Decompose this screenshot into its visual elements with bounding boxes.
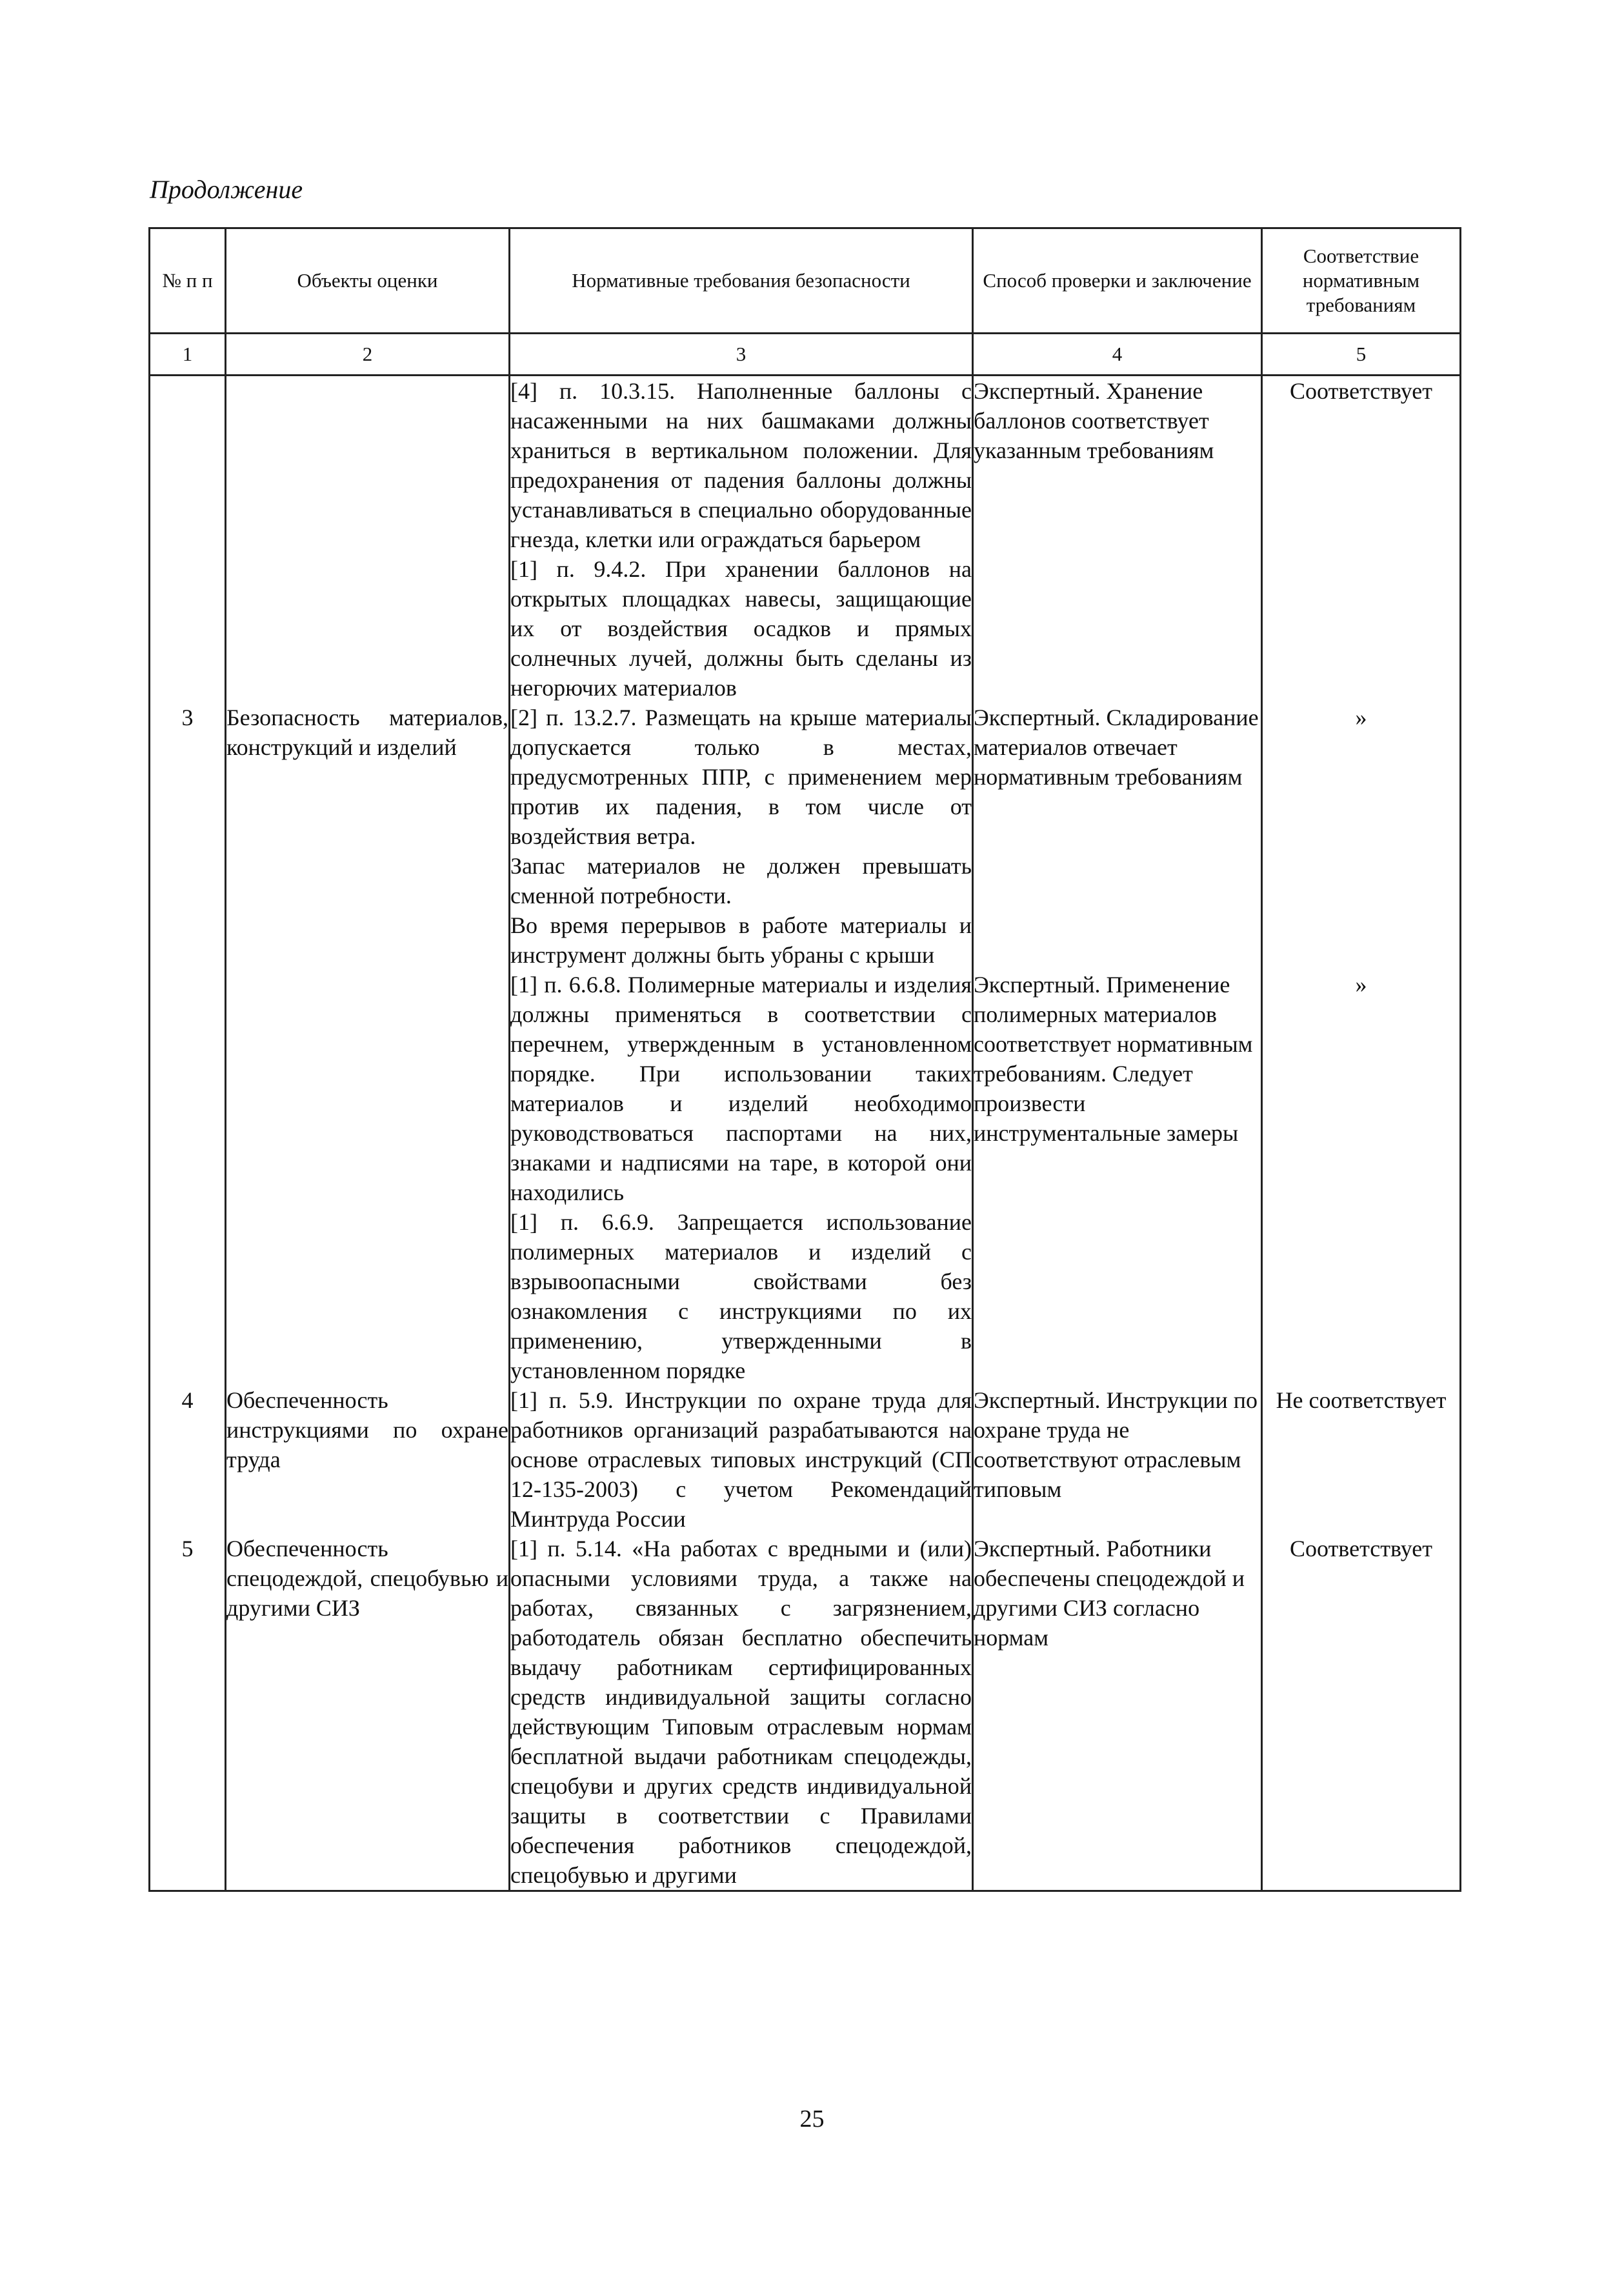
- row-requirement: [1] п. 5.14. «На работах с вредными и (или) опасными условиями труда, а также на работах, связанных с загрязнением, работодатель обязан бесплатно обеспечить выдачу работникам сертифицированных средств индивидуальной защиты согласно действующим Типовым отраслевым нормам бесплатной выдачи работникам спецодежды, спецобуви и других средств индивидуальной защиты в соответствии с Правилами обеспечения работников спецодеждой, спецобувью и другими: [510, 1534, 973, 1891]
- header-requirements: Нормативные требования безопасности: [510, 228, 973, 334]
- table-row: [150, 1385, 1461, 1534]
- row-compliance: »: [1262, 703, 1461, 970]
- row-number: [150, 1207, 226, 1385]
- row-compliance: »: [1262, 970, 1461, 1207]
- row-compliance: [1262, 554, 1461, 703]
- row-requirement: [1] п. 9.4.2. При хранении баллонов на открытых площадках навесы, защищающие их от воздействия осадков и прямых солнечных лучей, должны быть сделаны из негорючих материалов: [510, 554, 973, 703]
- row-object: Безопасность материалов, конструкций и изделий: [226, 703, 510, 970]
- row-requirement: [510, 703, 973, 970]
- row-number: [150, 970, 226, 1207]
- row-compliance: Не соответствует: [1262, 1385, 1461, 1534]
- requirement-paragraph: Запас материалов не должен превышать сменной потребности.: [510, 853, 972, 909]
- row-number: 3: [150, 703, 226, 970]
- row-object: [226, 376, 510, 555]
- row-compliance: Соответствует: [1262, 376, 1461, 555]
- column-number: 1: [150, 334, 226, 376]
- row-method: Экспертный. Применение полимерных материалов соответствует нормативным требованиям. Следует произвести инструментальные замеры: [973, 970, 1262, 1207]
- header-no: № п п: [150, 228, 226, 334]
- row-number: 5: [150, 1534, 226, 1891]
- row-object: Обеспеченность инструкциями по охране труда: [226, 1385, 510, 1534]
- row-method: [973, 1207, 1262, 1385]
- row-compliance: [1262, 1207, 1461, 1385]
- assessment-table: [148, 227, 1461, 1892]
- row-number: 4: [150, 1385, 226, 1534]
- column-number: 3: [510, 334, 973, 376]
- header-row: [150, 228, 1461, 334]
- row-object: [226, 1207, 510, 1385]
- header-objects: Объекты оценки: [226, 228, 510, 334]
- row-compliance: Соответствует: [1262, 1534, 1461, 1891]
- table-row: [150, 376, 1461, 555]
- column-number: 4: [973, 334, 1262, 376]
- row-method: Экспертный. Складирование материалов отвечает нормативным требованиям: [973, 703, 1262, 970]
- row-method: Экспертный. Инструкции по охране труда не соответствуют отраслевым типовым: [973, 1385, 1262, 1534]
- table-row: [150, 970, 1461, 1207]
- table-row: [150, 554, 1461, 703]
- header-compliance: Соответствие нормативным требованиям: [1262, 228, 1461, 334]
- row-method: [973, 554, 1262, 703]
- row-number: [150, 376, 226, 555]
- row-object: Обеспеченность спецодеждой, спецобувью и другими СИЗ: [226, 1534, 510, 1891]
- row-requirement: [1] п. 6.6.8. Полимерные материалы и изделия должны применяться в соответствии с перечнем, утвержденным в установленном порядке. При использовании таких материалов и изделий необходимо руководствоваться паспортами на них, знаками и надписями на таре, в которой они находились: [510, 970, 973, 1207]
- table-row: [150, 1534, 1461, 1891]
- row-object: [226, 970, 510, 1207]
- page-number: 25: [799, 2105, 825, 2133]
- continuation-heading: Продолжение: [150, 175, 303, 204]
- row-number: [150, 554, 226, 703]
- column-number: 2: [226, 334, 510, 376]
- column-number: 5: [1262, 334, 1461, 376]
- header-method: Способ проверки и заключение: [973, 228, 1262, 334]
- row-object: [226, 554, 510, 703]
- row-requirement: [1] п. 6.6.9. Запрещается использование полимерных материалов и изделий с взрывоопасными свойствами без ознакомления с инструкциями по их применению, утвержденными в установленном порядке: [510, 1207, 973, 1385]
- row-requirement: [1] п. 5.9. Инструкции по охране труда для работников организаций разрабатываются на основе отраслевых типовых инструкций (СП 12-135-2003) с учетом Рекомендаций Минтруда России: [510, 1385, 973, 1534]
- row-method: Экспертный. Хранение баллонов соответствует указанным требованиям: [973, 376, 1262, 555]
- requirement-paragraph: [2] п. 13.2.7. Размещать на крыше материалы допускается только в местах, предусмотренных ППР, с применением мер против их падения, в том числе от воздействия ветра.: [510, 705, 972, 849]
- column-number-row: [150, 334, 1461, 376]
- requirement-paragraph: Во время перерывов в работе материалы и инструмент должны быть убраны с крыши: [510, 912, 972, 968]
- table-row: [150, 1207, 1461, 1385]
- table-row: [150, 703, 1461, 970]
- row-method: Экспертный. Работники обеспечены спецодеждой и другими СИЗ согласно нормам: [973, 1534, 1262, 1891]
- row-requirement: [4] п. 10.3.15. Наполненные баллоны с насаженными на них башмаками должны храниться в вертикальном положении. Для предохранения от падения баллоны должны устанавливаться в специально оборудованные гнезда, клетки или ограждаться барьером: [510, 376, 973, 555]
